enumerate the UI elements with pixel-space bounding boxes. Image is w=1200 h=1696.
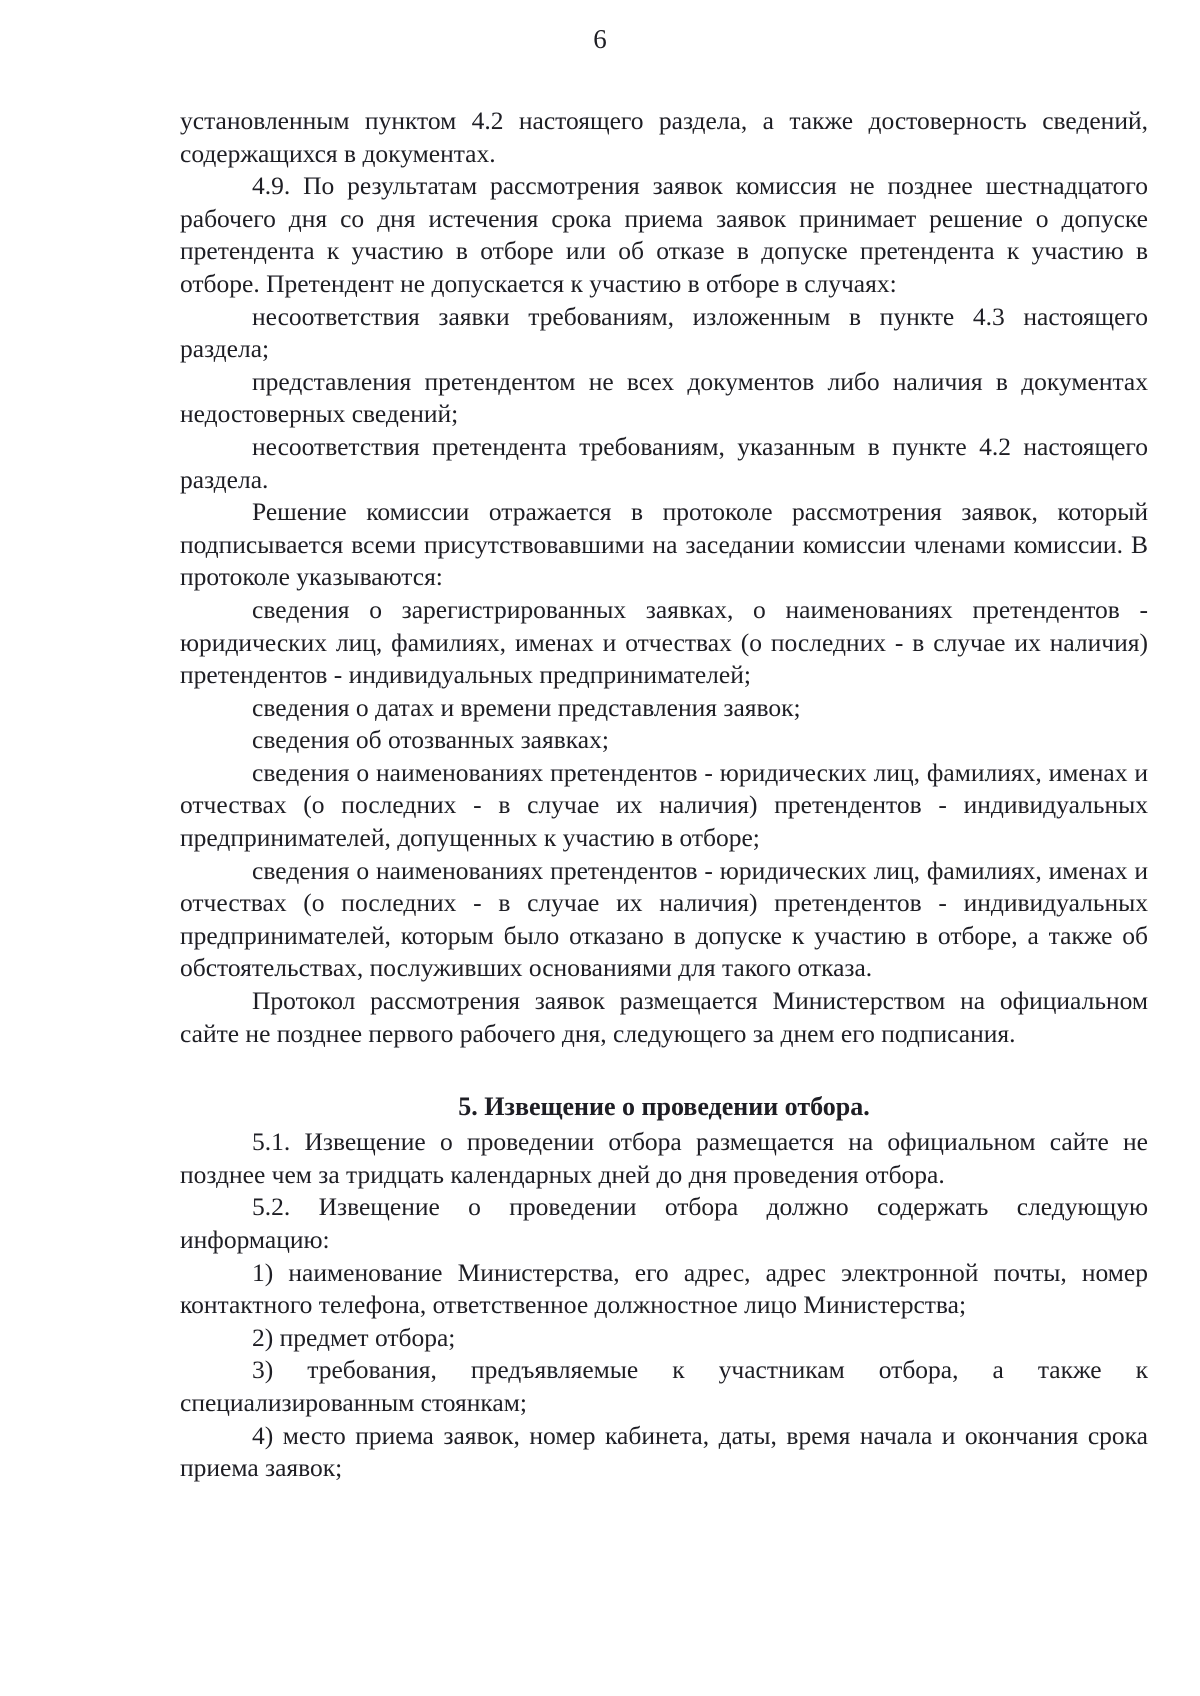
paragraph: Протокол рассмотрения заявок размещается Министерством на официальном сайте не позднее первого рабочего дня, следующего за днем его подписания. (180, 986, 1148, 1048)
paragraph: установленным пунктом 4.2 настоящего раздела, а также достоверность сведений, содержащихся в документах. (180, 106, 1148, 168)
paragraph: сведения о датах и времени представления заявок; (252, 692, 801, 722)
page-number: 6 (593, 24, 607, 54)
paragraph: 5.1. Извещение о проведении отбора размещается на официальном сайте не позднее чем за тридцать календарных дней до дня проведения отбора. (180, 1127, 1148, 1189)
list-item: 2) предмет отбора; (252, 1322, 456, 1352)
paragraph: сведения о наименованиях претендентов - юридических лиц, фамилиях, именах и отчествах (о последних - в случае их наличия) претендентов - индивидуальных предпринимателей, допущенных к участию в отборе; (180, 757, 1148, 853)
paragraph: несоответствия заявки требованиям, изложенным в пункте 4.3 настоящего раздела; (180, 301, 1148, 364)
paragraph: сведения о наименованиях претендентов - юридических лиц, фамилиях, именах и отчествах (о последних - в случае их наличия) претендентов - индивидуальных предпринимателей, которым было отказано в допуске к участию в отборе, а также об обстоятельствах, послуживших основаниями для такого отказа. (180, 855, 1148, 983)
paragraph: сведения об отозванных заявках; (252, 725, 609, 755)
paragraph: 4.9. По результатам рассмотрения заявок комиссия не позднее шестнадцатого рабочего дня со дня истечения срока приема заявок принимает решение о допуске претендента к участию в отборе или об отказе в допуске претендента к участию в отборе. Претендент не допускается к участию в отборе в случаях: (180, 171, 1148, 298)
list-item: 4) место приема заявок, номер кабинета, даты, время начала и окончания срока приема заявок; (180, 1420, 1148, 1483)
document-body (180, 105, 1148, 1485)
paragraph: несоответствия претендента требованиям, указанным в пункте 4.2 настоящего раздела. (180, 431, 1148, 494)
paragraph: 5.2. Извещение о проведении отбора должно содержать следующую информацию: (180, 1192, 1148, 1254)
list-item: 3) требования, предъявляемые к участникам отбора, а также к специализированным стоянкам; (180, 1355, 1148, 1417)
paragraph: сведения о зарегистрированных заявках, о наименованиях претендентов - юридических лиц, фамилиях, именах и отчествах (о последних - в случае их наличия) претендентов - индивидуальных предпринимателей; (180, 594, 1148, 690)
paragraph: представления претендентом не всех документов либо наличия в документах недостоверных сведений; (180, 366, 1148, 429)
list-item: 1) наименование Министерства, его адрес, адрес электронной почты, номер контактного телефона, ответственное должностное лицо Министерства; (180, 1257, 1148, 1320)
section-heading: 5. Извещение о проведении отбора. (458, 1092, 870, 1122)
paragraph: Решение комиссии отражается в протоколе рассмотрения заявок, который подписывается всеми присутствовавшими на заседании комиссии членами комиссии. В протоколе указываются: (180, 497, 1148, 592)
